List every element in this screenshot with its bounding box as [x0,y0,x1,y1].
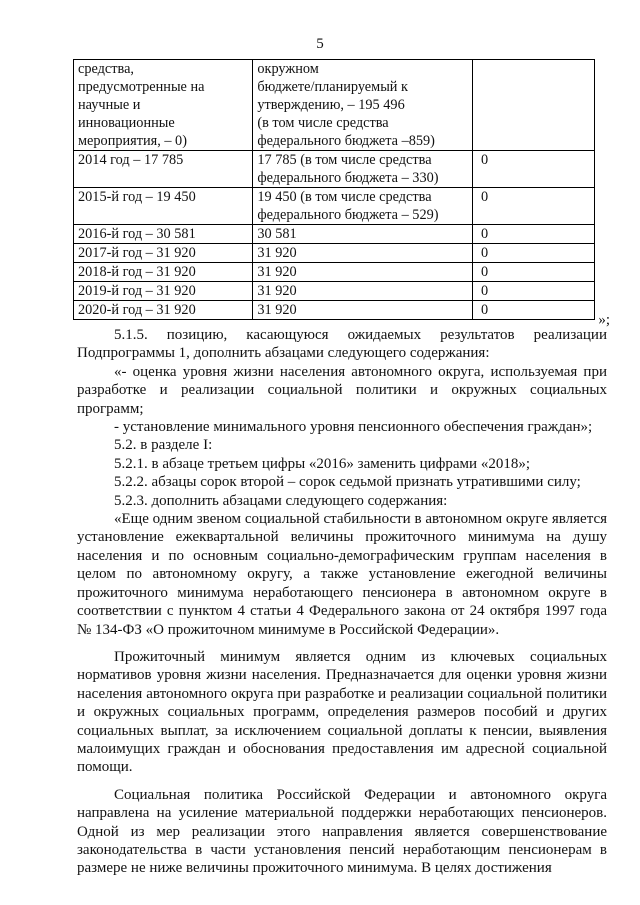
cell-text-line: 0 [481,302,489,318]
table-cell-c3 [473,282,595,301]
budget-table [73,59,595,320]
cell-text-line: (в том числе средства [257,115,389,131]
cell-text-line: 31 920 [257,302,297,318]
table-cell-c2 [253,188,473,225]
page-number: 5 [316,36,324,52]
table-cell-c3 [473,301,595,320]
paragraph-subsistence-minimum: Прожиточный минимум является одним из ключевых социальных нормативов уровня жизни населения. Предназначается для оценки уровня жизни населения автономного округа при разработке и реализации социальной политики и окружных социальных программ, определения размеров пособий и других социальных выплат, за исключением социальной доплаты к пенсии, выявления малоимущих граждан и обоснования предоставления им адресной социальной помощи. [77,648,607,776]
paragraph-living-standard: «- оценка уровня жизни населения автономного округа, используемая при разработке и реализации социальной политики и окружных социальных программ; [77,363,607,417]
cell-text-line: 0 [481,226,489,242]
cell-text-line: 31 920 [257,245,297,261]
cell-text-line: федерального бюджета –859) [257,133,435,149]
cell-text-line: мероприятия, – 0) [78,133,187,149]
cell-text-line: 31 920 [257,283,297,299]
cell-text-line: 0 [481,189,489,205]
cell-text-line: 0 [481,152,489,168]
table-row [74,301,595,320]
cell-text-line: федерального бюджета – 529) [257,207,439,223]
table-cell-c3 [473,60,595,151]
cell-text-line: научные и [78,97,141,113]
cell-text-line: бюджете/планируемый к [257,79,408,95]
table-cell-c1 [74,188,253,225]
document-body [77,326,607,878]
table-cell-c2 [253,282,473,301]
cell-text-line: 31 920 [257,264,297,280]
cell-text-line: 2020-й год – 31 920 [78,302,196,318]
table-cell-c2 [253,225,473,244]
table-cell-c3 [473,188,595,225]
table-cell-c2 [253,301,473,320]
cell-text-line: федерального бюджета – 330) [257,170,439,186]
paragraph-5-1-5: 5.1.5. позицию, касающуюся ожидаемых результатов реализации Подпрограммы 1, дополнить абзацами следующего содержания: [77,327,607,362]
cell-text-line: 2019-й год – 31 920 [78,283,196,299]
table-row [74,225,595,244]
cell-text-line: окружном [257,61,319,77]
paragraph-pension-minimum: - установление минимального уровня пенсионного обеспечения граждан»; [114,419,593,436]
cell-text-line: 30 581 [257,226,297,242]
cell-text-line: инновационные [78,115,175,131]
cell-text-line: 2017-й год – 31 920 [78,245,196,261]
cell-text-line: 0 [481,245,489,261]
table-row [74,282,595,301]
cell-text-line: утверждению, – 195 496 [257,97,405,113]
table-cell-c1 [74,244,253,263]
table-cell-c2 [253,151,473,188]
table-cell-c1 [74,282,253,301]
paragraph-social-stability: «Еще одним звеном социальной стабильности в автономном округе является установление ежеквартальной величины прожиточного минимума на душу населения и по основным социально-демографическим группам населения в целом по автономному округу, а также установление ежегодной величины прожиточного минимума неработающего пенсионера в автономном округе в соответствии с пунктом 4 статьи 4 Федерального закона от 24 октября 1997 года № 134-ФЗ «О прожиточном минимуме в Российской Федерации». [77,511,607,638]
table-cell-c2 [253,263,473,282]
table-row [74,263,595,282]
table-cell-c3 [473,263,595,282]
paragraph-5-2-1: 5.2.1. в абзаце третьем цифры «2016» заменить цифрами «2018»; [114,455,530,472]
table-closing-quote: »; [598,312,610,328]
table-cell-c1 [74,151,253,188]
table-cell-c3 [473,244,595,263]
cell-text-line: 2018-й год – 31 920 [78,264,196,280]
table-cell-c1 [74,60,253,151]
table-row [74,244,595,263]
table-cell-c2 [253,244,473,263]
table-cell-c2 [253,60,473,151]
table-cell-c1 [74,301,253,320]
paragraph-5-2: 5.2. в разделе I: [114,437,213,454]
table-row [74,188,595,225]
cell-text-line: 19 450 (в том числе средства [257,189,432,205]
cell-text-line: 2016-й год – 30 581 [78,226,196,242]
paragraph-5-2-2: 5.2.2. абзацы сорок второй – сорок седьмой признать утратившими силу; [114,474,581,491]
cell-text-line: 17 785 (в том числе средства [257,152,432,168]
table-cell-c1 [74,225,253,244]
cell-text-line: 2014 год – 17 785 [78,152,184,168]
cell-text-line: 0 [481,264,489,280]
table-row [74,60,595,151]
cell-text-line: средства, [78,61,135,77]
paragraph-social-policy: Социальная политика Российской Федерации и автономного округа направлена на усиление материальной поддержки неработающих пенсионеров. Одной из мер реализации этого направления является совершенствование законодательства в части установления пенсий неработающим пенсионерам в размере не ниже величины прожиточного минимума. В целях достижения [77,786,607,877]
table-cell-c3 [473,225,595,244]
table-row [74,151,595,188]
cell-text-line: 0 [481,283,489,299]
cell-text-line: предусмотренные на [78,79,205,95]
table-cell-c3 [473,151,595,188]
table-cell-c1 [74,263,253,282]
paragraph-5-2-3: 5.2.3. дополнить абзацами следующего содержания: [114,492,448,509]
cell-text-line: 2015-й год – 19 450 [78,189,196,205]
